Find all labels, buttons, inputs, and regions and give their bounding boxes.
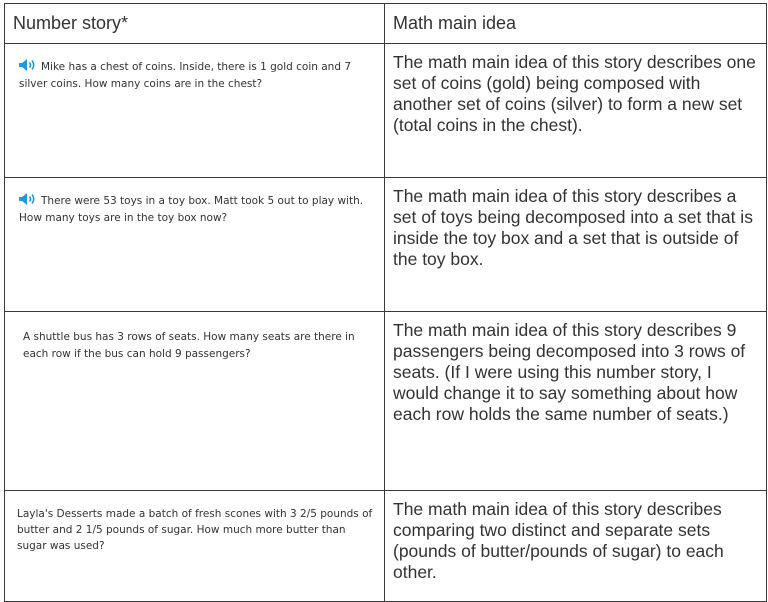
story-text: Mike has a chest of coins. Inside, there is 1 gold coin and 7 silver coins. How many coins are in the chest? [19,61,352,90]
main-idea-cell: The math main idea of this story describes comparing two distinct and separate sets (pounds of butter/pounds of sugar) to each other. [385,491,767,602]
table-row [5,312,767,491]
number-story-cell [5,491,385,602]
table-row [5,44,767,178]
story-text: Layla's Desserts made a batch of fresh scones with 3 2/5 pounds of butter and 2 1/5 pounds of sugar. How much more butter than sugar was used? [17,508,373,552]
header-math-main-idea: Math main idea [385,4,767,44]
story-text: There were 53 toys in a toy box. Matt took 5 out to play with. How many toys are in the toy box now? [19,195,364,224]
number-story-cell [5,44,385,178]
number-story-cell [5,312,385,491]
speaker-icon[interactable] [19,59,37,71]
table-row [5,491,767,602]
speaker-icon[interactable] [19,193,37,205]
main-idea-cell: The math main idea of this story describes 9 passengers being decomposed into 3 rows of seats. (If I were using this number story, I would change it to say something about how each row holds the same number of seats.) [385,312,767,491]
number-story-cell [5,178,385,312]
number-story-table [4,3,767,602]
main-idea-cell: The math main idea of this story describes one set of coins (gold) being composed with another set of coins (silver) to form a new set (total coins in the chest). [385,44,767,178]
table-row [5,178,767,312]
story-text: A shuttle bus has 3 rows of seats. How many seats are there in each row if the bus can hold 9 passengers? [23,331,355,360]
main-idea-cell: The math main idea of this story describes a set of toys being decomposed into a set that is inside the toy box and a set that is outside of the toy box. [385,178,767,312]
table-header-row [5,4,767,44]
header-number-story: Number story* [5,4,385,44]
